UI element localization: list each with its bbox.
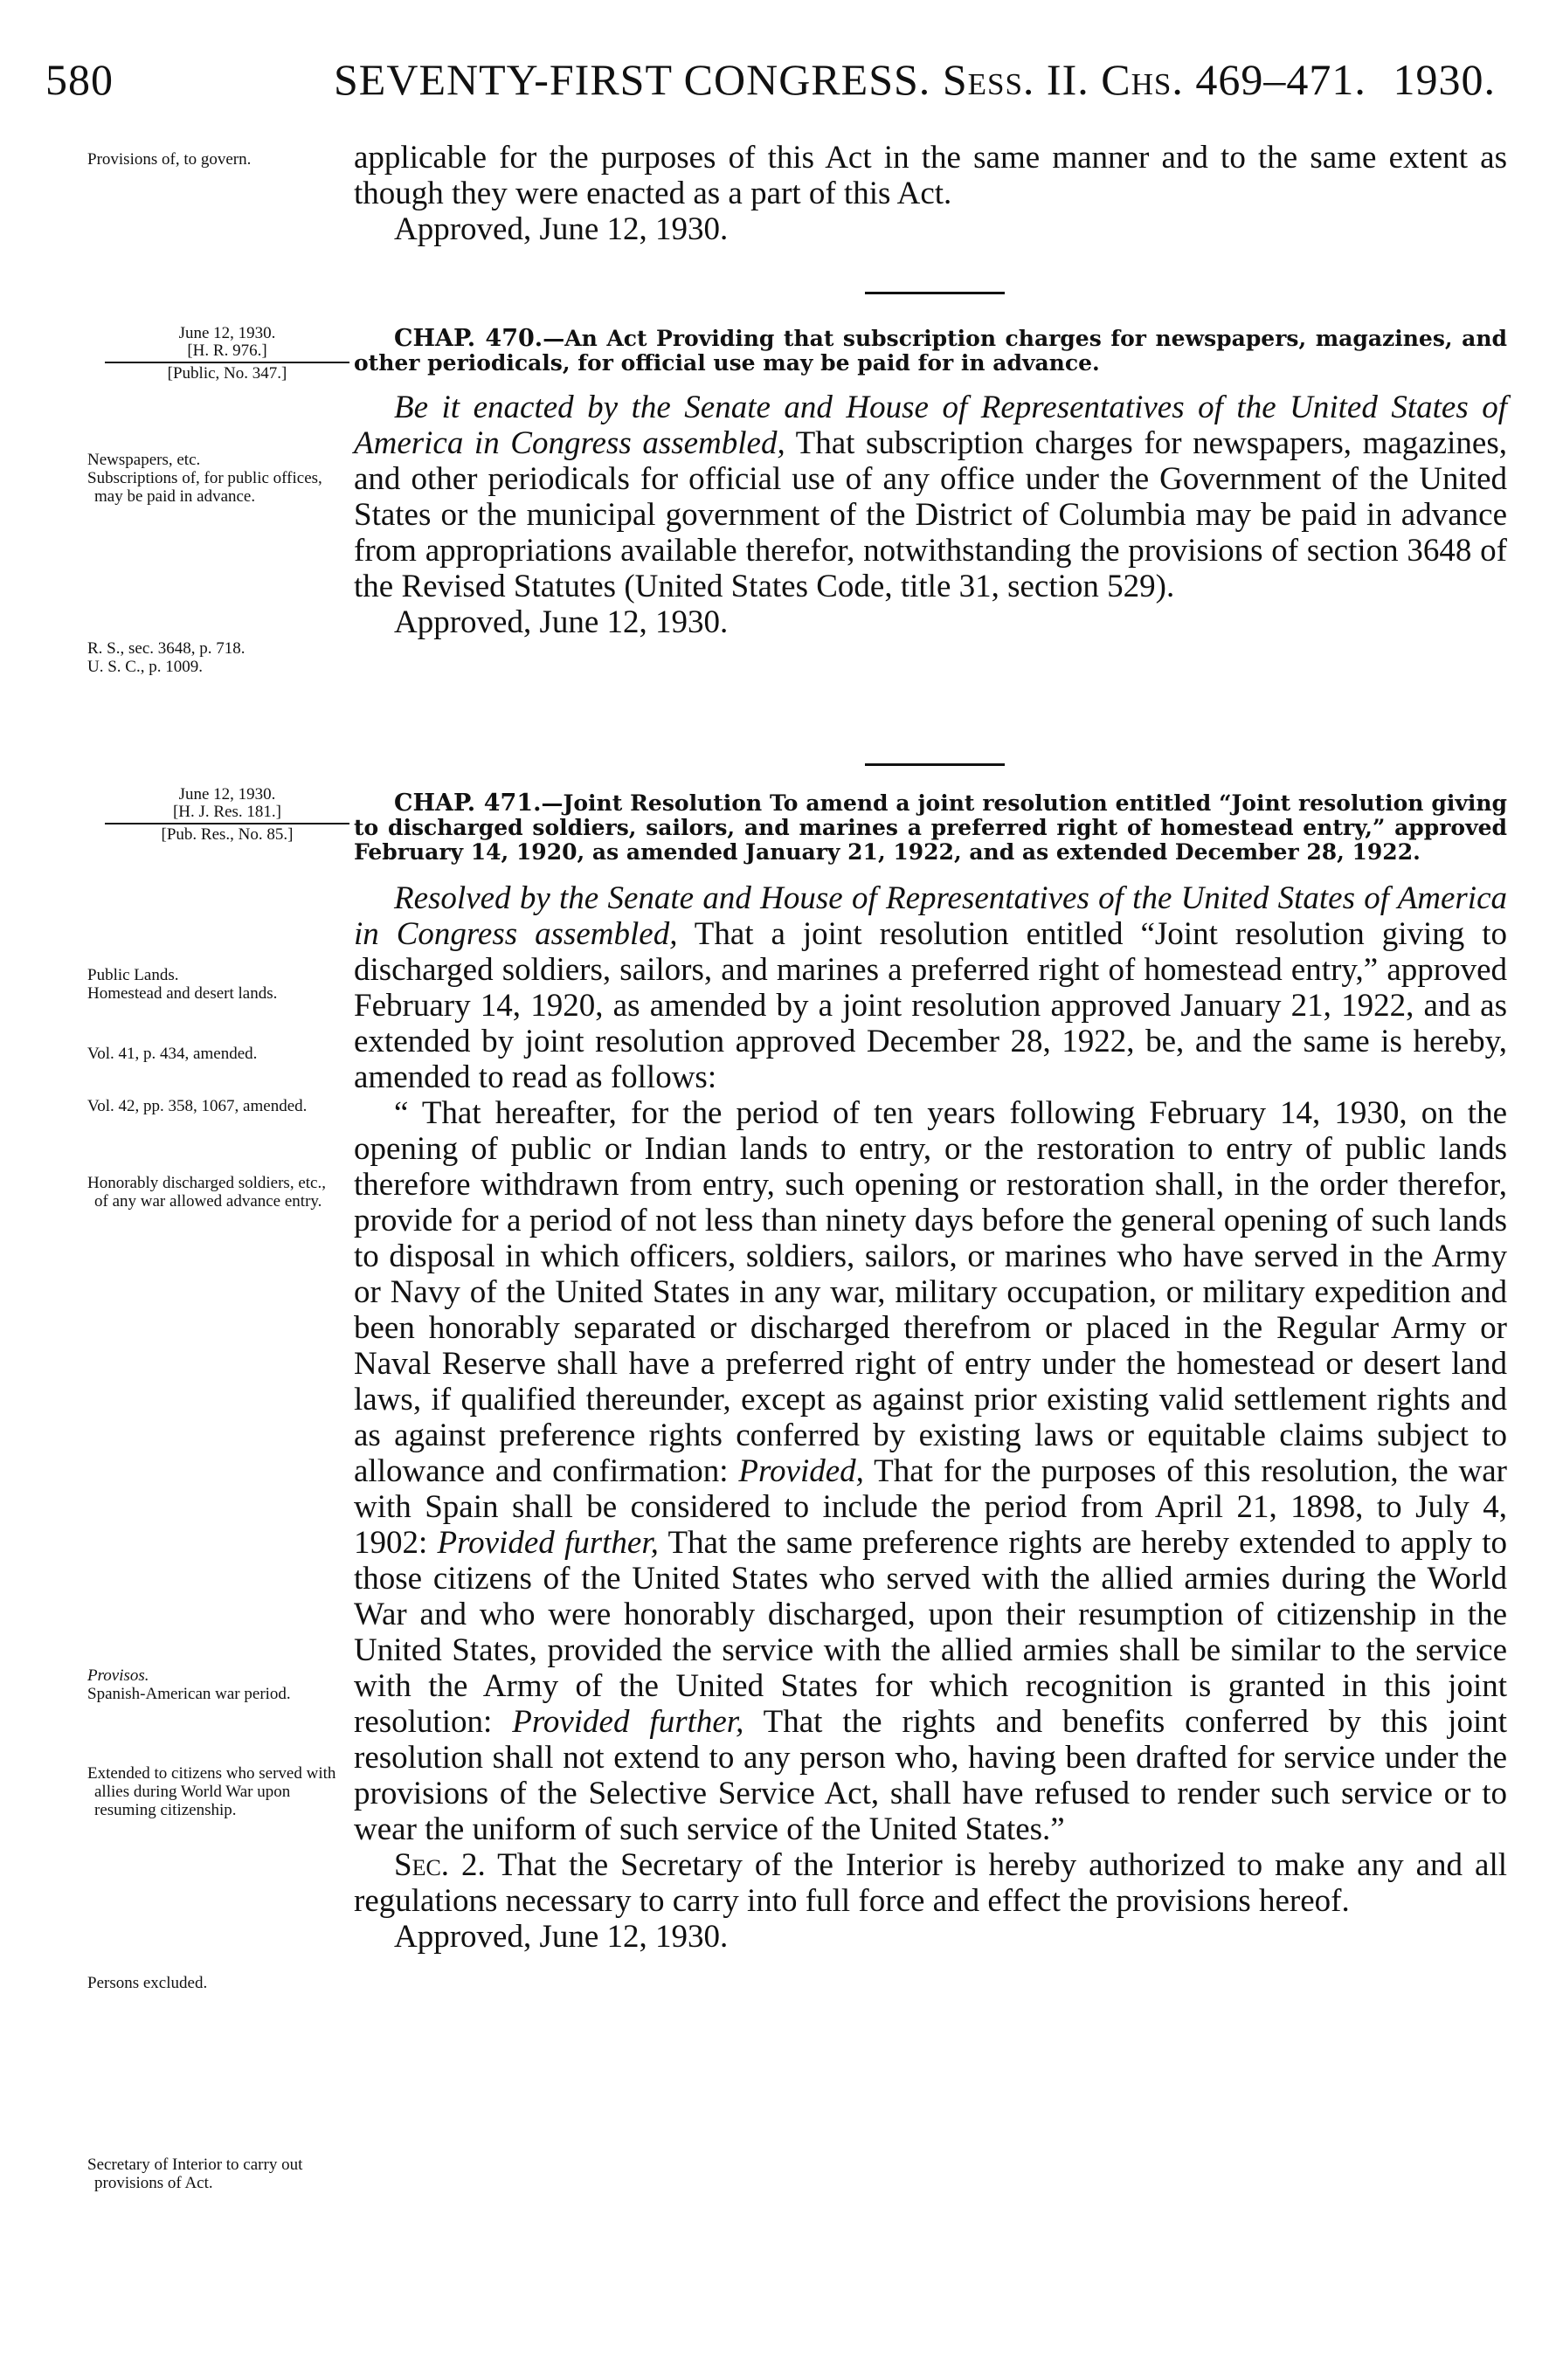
margin-provisos: Provisos. Spanish-American war period. <box>87 1666 291 1703</box>
chap471-approved: Approved, June 12, 1930. <box>394 1919 729 1955</box>
chap470-approved: Approved, June 12, 1930. <box>394 604 729 640</box>
chap470-text: Be it enacted by the Senate and House of Representatives of the United States of America in Congress assembled, That subscription charges for newspapers, magazines, and other periodicals for official use of any office under the Government of the United States or the municipal government of the District of Columbia may be paid in advance from appropriations available therefor, notwithstanding the provisions of section 3648 of the Revised Statutes (United States Code, title 31, section 529). <box>354 390 1507 604</box>
top-approved: Approved, June 12, 1930. <box>394 211 729 247</box>
margin-extended: Extended to citizens who served with allies during World War upon resuming citizenship. <box>87 1764 336 1819</box>
chap471-heading: CHAP. 471.—Joint Resolution To amend a joint resolution entitled “Joint resolution giving to discharged soldiers, sailors, and marines a preferred right of homestead entry,” approved February 14, 1920, as amended January 21, 1922, and as extended December 28, 1922. <box>354 790 1508 865</box>
top-text: applicable for the purposes of this Act in the same manner and to the same extent as though they were enacted as a part of this Act. <box>354 140 1507 211</box>
chap471-p1: Resolved by the Senate and House of Representatives of the United States of America in Congress assembled, That a joint resolution entitled “Joint resolution giving to discharged soldiers, sailors, and marines a preferred right of homestead entry,” approved February 14, 1920, as amended by a joint resolution approved January 21, 1922, and as extended by joint resolution approved December 28, 1922, be, and the same is hereby, amended to read as follows: <box>354 880 1507 1095</box>
chap470-reference: June 12, 1930. [H. R. 976.] [Public, No. 347.] <box>105 325 349 383</box>
chapters-label: Chs. 469–471. <box>1101 55 1366 104</box>
margin-vol42: Vol. 42, pp. 358, 1067, amended. <box>87 1097 308 1115</box>
chap471-sec2: Sec. 2. That the Secretary of the Interior is hereby authorized to make any and all regulations necessary to carry into full force and effect the provisions hereof. <box>354 1847 1508 1919</box>
chap470-margin-a: Newspapers, etc. Subscriptions of, for public offices, may be paid in advance. <box>87 451 322 506</box>
chap470-body <box>354 327 1507 640</box>
chap471-reference: June 12, 1930. [H. J. Res. 181.] [Pub. Res., No. 85.] <box>105 786 349 844</box>
running-title <box>334 54 1366 105</box>
margin-honorably: Honorably discharged soldiers, etc., of any war allowed advance entry. <box>87 1174 326 1211</box>
margin-secretary: Secretary of Interior to carry out provisions of Act. <box>87 2156 303 2192</box>
year-label: 1930. <box>1393 55 1496 104</box>
chap471-p2: “ That hereafter, for the period of ten years following February 14, 1930, on the opening of public or Indian lands to entry, or the restoration to entry of public lands therefore withdrawn from entry, such opening or restoration shall, in the order therefor, provide for a period of not less than ninety days before the general opening of such lands to disposal in which officers, soldiers, sailors, or marines who have served in the Army or Navy of the United States in any war, military occupation, or military expedition and been honorably separated or discharged therefrom or placed in the Regular Army or Naval Reserve shall have a preferred right of entry under the homestead or desert land laws, if qualified thereunder, except as against prior existing valid settlement rights and as against preference rights conferred by existing laws or equitable claims subject to allowance and confirmation: Provided, That for the purposes of this resolution, the war with Spain shall be considered to include the period from April 21, 1898, to July 4, 1902: Provided further, That the same preference rights are hereby extended to apply to those citizens of the United States who served with the allied armies during the World War and who were honorably discharged, upon their resumption of citizenship in the United States, provided the service with the allied armies shall be similar to the service with the Army of the United States for which recognition is granted in this joint resolution: Provided further, That the rights and benefits conferred by this joint resolution shall not extend to any person who, having been drafted for service under the provisions of the Selective Service Act, shall have refused to render such service or to wear the uniform of such service of the United States.” <box>354 1095 1508 1847</box>
page-number: 580 <box>45 55 114 104</box>
chap470-margin-b: R. S., sec. 3648, p. 718. U. S. C., p. 1009. <box>87 639 246 676</box>
session-label: Sess. II. <box>942 55 1089 104</box>
margin-persons-excluded: Persons excluded. <box>87 1974 208 1992</box>
chap471-body <box>354 791 1507 1955</box>
section-divider-2 <box>865 763 1005 766</box>
margin-public-lands: Public Lands. Homestead and desert lands. <box>87 966 278 1003</box>
congress-title: SEVENTY-FIRST CONGRESS. <box>334 55 931 104</box>
margin-note-provisions: Provisions of, to govern. <box>87 150 252 169</box>
margin-vol41: Vol. 41, p. 434, amended. <box>87 1045 258 1063</box>
section-divider <box>865 292 1005 294</box>
chap470-heading: CHAP. 470.—An Act Providing that subscription charges for newspapers, magazines, and other periodicals, for official use may be paid for in advance. <box>354 325 1508 376</box>
top-continuation <box>354 140 1507 247</box>
page-header <box>45 54 1496 107</box>
